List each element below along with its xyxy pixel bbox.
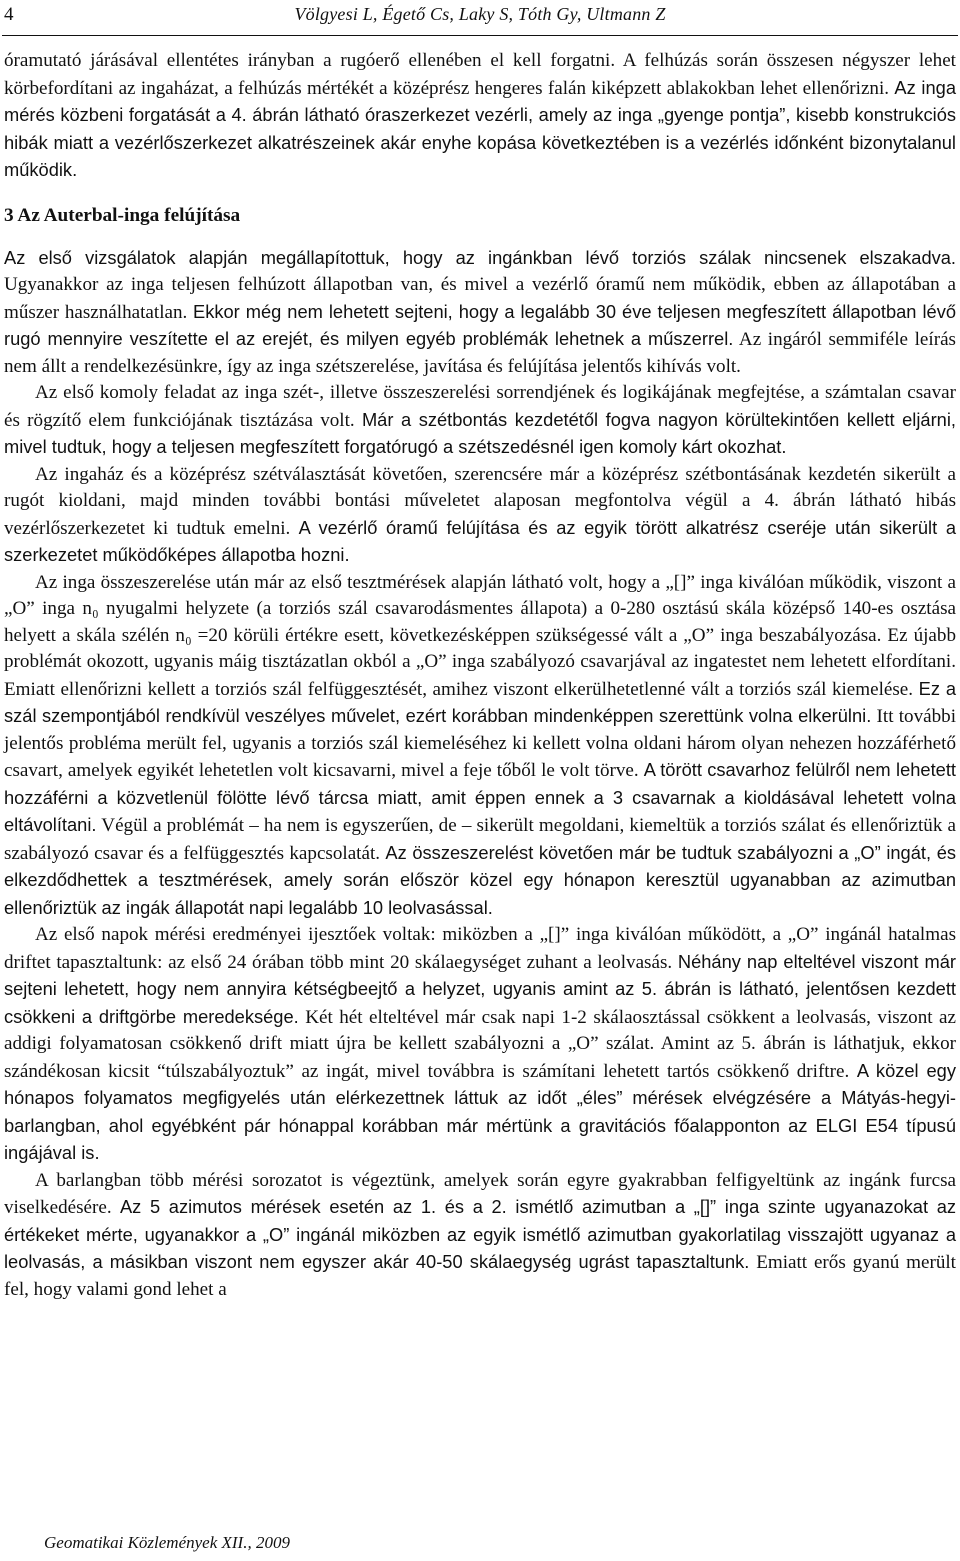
p4-sans3: Az összeszerelést követően már be tudtuk szabályozni a „O” ingát, és elkezdődhettek a tesztmérések, amely során először közel egy hónapon keresztül ugyanabban az azimutban ellenőriztük az ingák állapotát napi legalább 10 leolvasással. (4, 841, 956, 918)
p2-serif: Az első komoly feladat az inga szét-, illetve összeszerelési sorrendjének és logikájának megfejtése, a számtalan csavar és rögzítő elem funkciójának tisztázása volt. (4, 382, 956, 431)
intro-text-sans: Az inga mérés közbeni forgatását a 4. ábrán látható óraszerkezet vezérli, amely az inga „gyenge pontja”, kisebb konstrukciós hibák miatt a vezérlőszerkezet alkatrészeinek akár enyhe kopása következtében is a vezérlés időnként bizonytalanul működik. (4, 76, 956, 180)
page-footer: Geomatikai Közlemények XII., 2009 (44, 1533, 290, 1552)
p6-sans: Az 5 azimutos mérések esetén az 1. és a 2. ismétlő azimutban a „[]” inga szinte ugyanazokat az értékeket mérte, ugyanakkor a „O” ingánál miközben az egyik ismétlő azimutban gyakorlatilag visszajött ugyanaz a leolvasás, a másikban viszont nem egyszer akár 40-50 skálaegység ugrást tapasztaltunk. (4, 1196, 957, 1272)
p5-serif2: Két hét elteltével már csak napi 1-2 skálaosztással csökkent a leolvasás, viszont az addigi folyamatosan csökkenő drift miatt újra be kellett szabályozni a „O” szálat. Amint az 5. ábrán is láthatjuk, ekkor szándékosan kicsit “túlszabályoztuk” az ingát, mivel továbbra is számítani lehetett tartós csökkenő driftre. (4, 1006, 957, 1082)
p4-sans2: A törött csavarhoz felülről nem lehetett hozzáférni a közvetlenül fölötte lévő tárcsa miatt, amit éppen ennek a 3 csavarnak a kioldásával lehetett volna eltávolítani. (4, 759, 956, 835)
p1-sans: Az első vizsgálatok alapján megállapítottuk, hogy az ingánkban lévő torziós szálak nincsenek elszakadva. (4, 246, 956, 268)
p5-sans2: A közel egy hónapos folyamatos megfigyelés után elérkezettnek láttuk az időt „éles” mérések elvégzésére a Mátyás-hegyi-barlangban, ahol egyébként pár hónappal korábban már mértünk a gravitációs főalapponton az ELGI E54 típusú ingájával is. (4, 1059, 956, 1163)
paragraph-2 (4, 380, 956, 462)
p1-serif: Ugyanakkor az inga teljesen felhúzott állapotban van, és mivel a vezérlő óramű nem működik, ebben az állapotában a műszer használhatatlan. (4, 274, 956, 323)
p1-serif2: Az ingáról semmiféle leírás nem állt a rendelkezésünkre, így az inga szétszerelése, javítása és felújítása jelentős kihívás volt. (4, 329, 956, 377)
p5-sans: Néhány nap elteltével viszont már sejteni lehetett, hogy nem annyira kétségbeejtő a helyzet, ugyanis amint az 5. ábrán is látható, jelentősen kezdett csökkeni a driftgörbe meredeksége. (4, 950, 956, 1027)
header-rule (2, 35, 958, 36)
paragraph-3 (4, 462, 956, 570)
p5-serif: Az első napok mérési eredményei ijesztőek voltak: miközben a „[]” inga kiválóan működött, a „O” ingánál hatalmas driftet tapasztaltunk: az első 24 órában több mint 20 skálaegységet zuhant a leolvasás. (4, 924, 956, 973)
paragraph-1 (4, 245, 956, 381)
p6-serif2: Emiatt erős gyanú merült fel, hogy valami gond lehet a (4, 1252, 956, 1300)
p4-serif2: Itt további jelentős probléma merült fel, ugyanis a torziós szál kiemeléséhez ki kellett volna oldani három olyan nehezen hozzáférhető csavart, amelyek egyikét lehetetlen volt kicsavarni, mivel a feje tőből le volt törve. (4, 706, 957, 781)
paragraph-4 (4, 570, 956, 923)
paragraph-5 (4, 922, 956, 1168)
page-header (0, 0, 960, 40)
paragraph-6 (4, 1168, 956, 1304)
p2-sans: Már a szétbontás kezdetétől fogva nagyon körültekintően kellett eljárni, mivel tudtuk, hogy a teljesen megfeszített forgatórugó a szétszedésnél igen komoly kárt okozhat. (4, 408, 956, 457)
p4-sans: Ez a szál szempontjából rendkívül veszélyes művelet, ezért korábban mindenképpen szerettünk volna elkerülni. (4, 677, 956, 726)
p1-sans2: Ekkor még nem lehetett sejteni, hogy a legalább 30 éve teljesen megfeszített állapotban lévő rugó mennyire veszítette el az erejét, és milyen egyéb problémák lehetnek a műszerrel. (4, 300, 956, 349)
p6-serif: A barlangban több mérési sorozatot is végeztünk, amelyek során egyre gyakrabban felfigyeltünk az ingánk furcsa viselkedésére. (4, 1169, 956, 1218)
running-title: Völgyesi L, Égető Cs, Laky S, Tóth Gy, Ultmann Z (294, 4, 666, 24)
intro-paragraph (4, 48, 956, 185)
page-number: 4 (4, 4, 14, 25)
p3-serif: Az ingaház és a középrész szétválasztását követően, szerencsére már a középrész szétbontásának kezdetén sikerült a rugót kioldani, majd minden további bontási műveletet alaposan megfontolva végül a 4. ábrán látható hibás vezérlőszerkezetet ki tudtuk emelni. (4, 463, 956, 539)
section-heading: 3 Az Auterbal-inga felújítása (4, 204, 241, 226)
p4-serif: Az inga összeszerelése után már az első tesztmérések alapján látható volt, hogy a „[]” inga kiválóan működik, viszont a „O” inga n₀ nyugalmi helyzete (a torziós szál csavarodásmentes állapota) a 0-280 osztású skála középső 140-es osztása helyett a skála szélén n₀ =20 körüli értékre esett, következésképpen szükségessé vált a „O” inga beszabályozása. Ez újabb problémát okozott, ugyanis máig tisztázatlan okból a „O” inga szabályozó csavarjával az ingatestet nem lehetett elfordítani. Emiatt ellenőrizni kellett a torziós szál felfüggesztését, amihez viszont elkerülhetetlenné vált a torziós szál kiemelése. (4, 571, 956, 700)
intro-text-serif: óramutató járásával ellentétes irányban a rugóerő ellenében el kell forgatni. A felhúzás során összesen négyszer lehet körbefordítani az ingaházat, a felhúzás mértékét a középrész hengeres falán kiképzett ablakokban lehet ellenőrizni. (4, 50, 956, 99)
document-body (4, 48, 956, 1303)
p3-sans: A vezérlő óramű felújítása és az egyik törött alkatrész cseréje után sikerült a szerkezetet működőképes állapotba hozni. (4, 516, 956, 565)
p4-serif3: Végül a problémát – ha nem is egyszerűen, de – sikerült megoldani, kiemeltük a torziós szálat és ellenőriztük a szabályozó csavar és a felfüggesztés kapcsolatát. (4, 815, 956, 864)
